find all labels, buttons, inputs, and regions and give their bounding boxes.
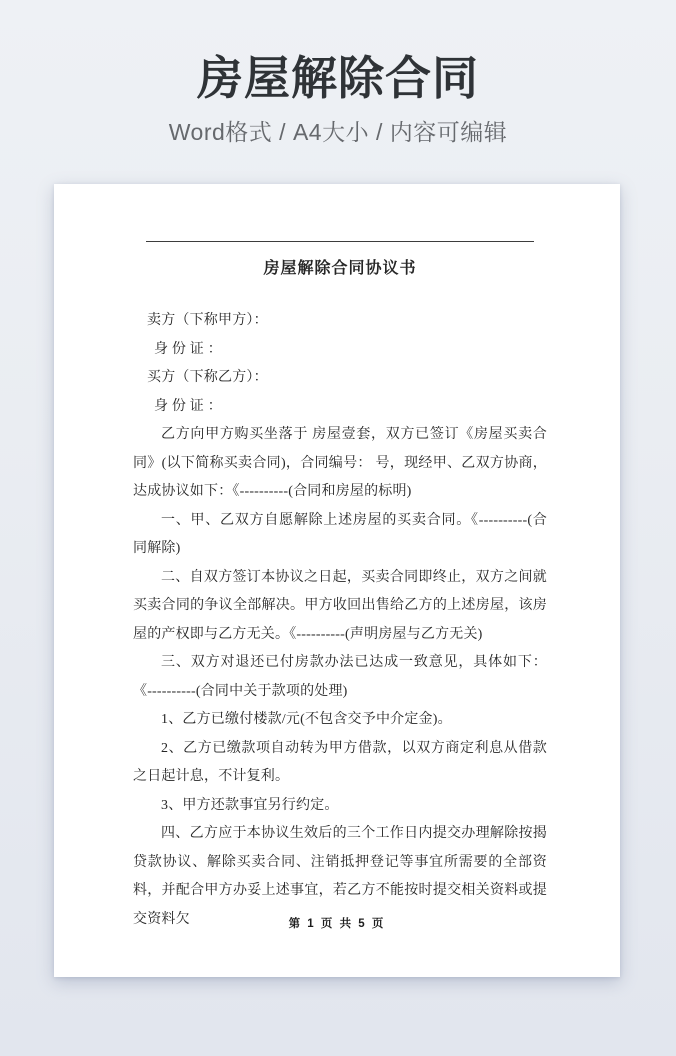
document-title: 房屋解除合同协议书: [263, 260, 417, 277]
document-paragraph: 卖方（下称甲方）：: [147, 313, 268, 328]
document-paragraph: 四、乙方应于本协议生效后的三个工作日内提交办理解除按揭贷款协议、解除买卖合同、注销抵押登记等事宜所需要的全部资料，并配合甲方办妥上述事宜，若乙方不能按时提交相关资料或提交资料欠: [133, 826, 547, 927]
page-number-footer: 第 1 页 共 5 页: [288, 918, 386, 930]
document-paragraph: 身 份 证 ：: [154, 341, 222, 357]
document-paragraph: 一、甲、乙双方自愿解除上述房屋的买卖合同。《----------(合同解除): [133, 512, 547, 556]
document-paragraph: 三、双方对退还已付房款办法已达成一致意见，具体如下：: [161, 655, 547, 670]
document-paragraph: 二、自双方签订本协议之日起，买卖合同即终止，双方之间就买卖合同的争议全部解决。甲方收回出售给乙方的上述房屋，该房屋的产权即与乙方无关。《----------(声明房屋与乙方无关): [133, 569, 547, 642]
document-paragraph: 《----------(合同中关于款项的处理): [133, 683, 348, 699]
document-paragraph: 买方（下称乙方）：: [147, 370, 268, 385]
header: [0, 0, 676, 147]
document-paragraph: 身 份 证 ：: [154, 398, 222, 414]
document-paragraph: 乙方向甲方购买坐落于 房屋壹套，双方已签订《房屋买卖合同》(以下简称买卖合同)，合同编号： 号，现经甲、乙双方协商，达成协议如下：《----------(合同和房屋的标明): [133, 427, 547, 499]
document-paragraph: 1、乙方已缴付楼款/元(不包含交予中介定金)。: [161, 712, 452, 727]
document-body: [133, 307, 547, 934]
page-title: 房屋解除合同: [197, 52, 479, 104]
page-subtitle: Word格式 / A4大小 / 内容可编辑: [168, 118, 508, 145]
document-paragraph: 2、乙方已缴款项自动转为甲方借款，以双方商定利息从借款之日起计息，不计复利。: [133, 740, 547, 784]
document-preview-page: [54, 184, 620, 977]
document-paragraph: 3、甲方还款事宜另行约定。: [161, 797, 339, 813]
document-top-rule: [146, 241, 534, 242]
